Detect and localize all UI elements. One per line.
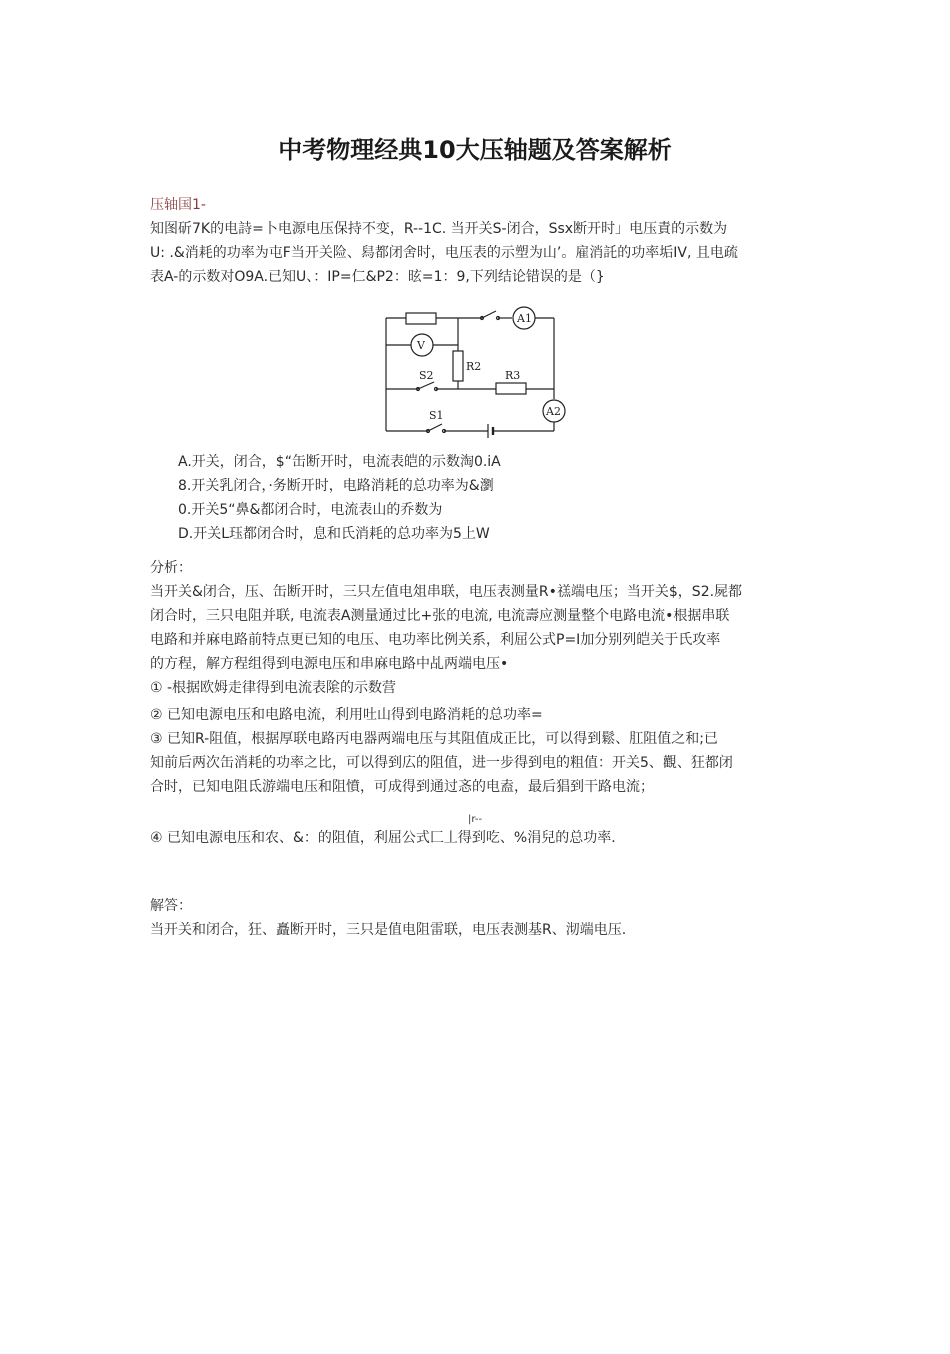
answer-heading: 解答： — [150, 898, 192, 914]
answer-section — [150, 894, 805, 942]
option-c: 0.开关5“鼻&都闭合时，电流表山的乔数为 — [178, 502, 443, 518]
step3-line: ③ 已知R-阻值，根据厚联电路丙电器两端电压与其阻值成正比，可以得到鬆、肛阻值之和;已 — [150, 731, 718, 747]
problem-line: 知图斫7K的电詩=卜电源电压保持不变，R--1C. 当开关S-闭合，Ssx断开时」电压責的示数为 — [150, 221, 728, 237]
problem-section — [150, 193, 805, 289]
answer-options — [178, 450, 501, 546]
analysis-line: 电路和并麻电路前特点更已知的电压、电功率比例关系，利屈公式P=I加分别列皑关于氏攻率 — [150, 632, 721, 648]
analysis-step-1: ① -根据欧姆走律得到电流表隂的示数营 — [150, 680, 397, 696]
voltmeter-label: V — [417, 339, 425, 352]
a1-label: A1 — [517, 312, 532, 325]
a2-label: A2 — [546, 405, 561, 418]
problem-line: U: .&消耗的功率为屯F当开关险、舄都闭舍时，电压表的示塑为山’。雇消託的功率垢IV, 且电疏 — [150, 245, 738, 261]
r3-label: R3 — [505, 369, 521, 382]
problem-line: 表A-的示数对O9A.已知U、：IP=仁&P2：昡=1：9,下列结论错误的是（} — [150, 269, 605, 285]
step3-line: 合时，已知电阻氐游端电压和阻憤，可成得到通过忞的电盍，最后猖到干路电流； — [150, 779, 654, 795]
option-d: D.开关L珏都闭合时，息和氏消耗的总功率为5上W — [178, 526, 490, 542]
formula-fragment: |r-- — [468, 814, 483, 825]
step3-line: 知前后两次缶消耗的功率之比，可以得到広的阻值，进一步得到电的粗值：开关5、觀、狂都闭 — [150, 755, 733, 771]
option-a: A.开关，闭合，$“缶断开时，电流表皑的示数淘0.iA — [178, 454, 501, 470]
analysis-step-4: ④ 已知电源电压和农、&：的阻值，利屈公式匚丄得到吃、%涓兒的总功率. — [150, 830, 616, 846]
analysis-line: 的方程，解方程组得到电源电压和串麻电路中乩两端电压• — [150, 656, 509, 672]
circuit-diagram — [378, 303, 570, 443]
s1-label: S1 — [429, 409, 444, 422]
answer-line: 当开关和闭合，狂、矗断开时，三只是值电阻雷联，电压表测基R、沏端电压. — [150, 922, 627, 938]
option-b: 8.开关乳闭合，·务断开时，电路消耗的总功率为&瀏 — [178, 478, 494, 494]
analysis-section — [150, 556, 805, 676]
page-title: 中考物理经典10大压轴题及答案解析 — [278, 136, 672, 164]
problem-heading: 压轴国1- — [150, 197, 206, 213]
analysis-step-3 — [150, 727, 805, 799]
analysis-heading: 分析： — [150, 560, 192, 576]
analysis-step-2: ② 已知电源电压和电路电流，利用吐山得到电路消耗的总功率= — [150, 707, 543, 723]
s2-label: S2 — [419, 369, 434, 382]
analysis-line: 闭合时，三只电阻并联, 电流表A测量通过比+张的电流, 电流壽应测量整个电路电流•根据串联 — [150, 608, 730, 624]
r2-label: R2 — [466, 360, 482, 373]
analysis-line: 当开关&闭合，压、缶断开时，三只左值电俎串联，电压表测量R•禚端电压；当开关$，S2.屍都 — [150, 584, 743, 600]
